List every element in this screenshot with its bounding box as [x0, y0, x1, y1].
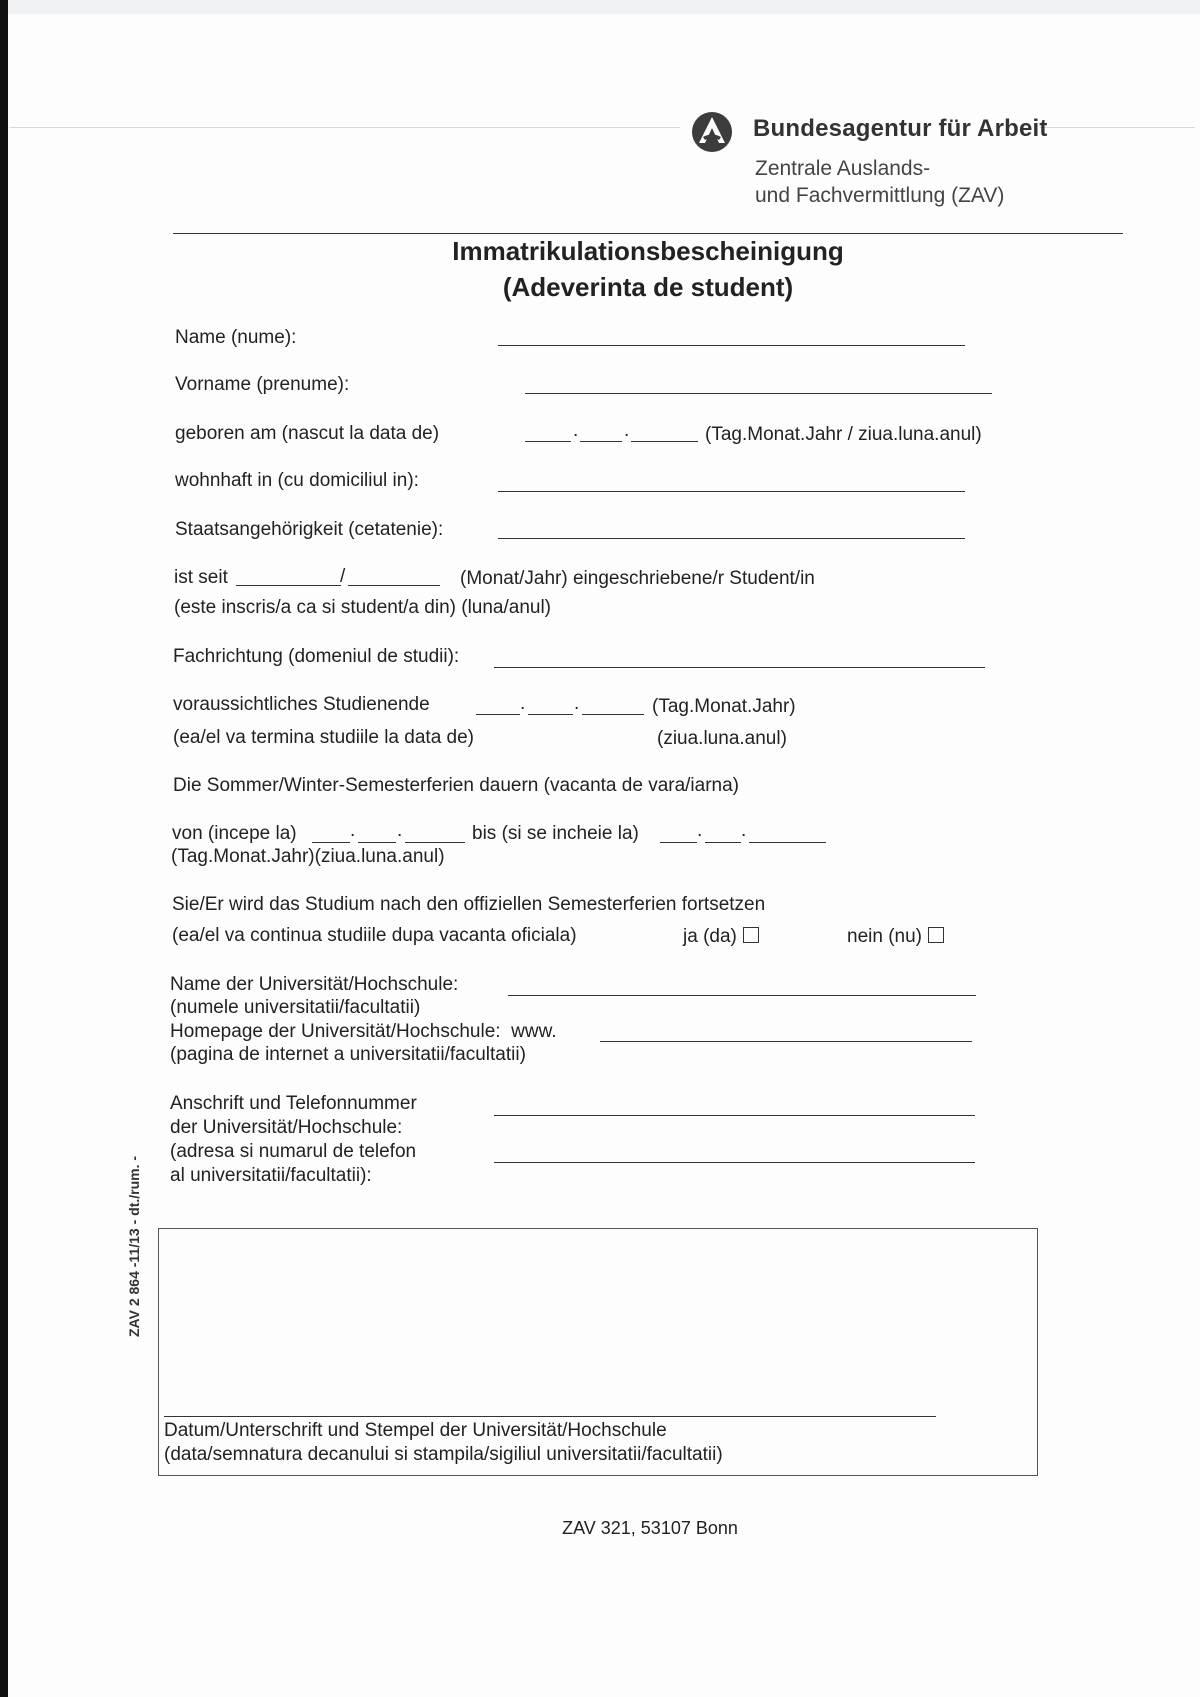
study-end-day-field[interactable] — [476, 714, 520, 715]
homepage-label-text: Homepage der Universität/Hochschule: — [170, 1021, 501, 1042]
homepage-prefix: www. — [511, 1021, 557, 1042]
address-field-1[interactable] — [494, 1115, 975, 1116]
holiday-to-month-field[interactable] — [705, 842, 741, 843]
birthdate-format: (Tag.Monat.Jahr / ziua.luna.anul) — [705, 424, 982, 445]
field-of-study-label: Fachrichtung (domeniul de studii): — [173, 646, 460, 667]
homepage-field[interactable] — [600, 1041, 972, 1042]
date-dot: . — [697, 820, 703, 841]
birthdate-label: geboren am (nascut la data de) — [175, 423, 440, 444]
holiday-from-label: von (incepe la) — [172, 823, 297, 844]
enrolled-since-ro: (este inscris/a ca si student/a din) (luna/anul) — [174, 597, 552, 618]
residence-field[interactable] — [498, 491, 965, 492]
holiday-to-year-field[interactable] — [749, 842, 826, 843]
holiday-to-label: bis (si se incheie la) — [472, 823, 639, 844]
holiday-from-year-field[interactable] — [405, 842, 465, 843]
study-end-label: voraussichtliches Studienende — [173, 694, 430, 715]
agency-logo-icon — [690, 110, 734, 154]
holiday-from-day-field[interactable] — [312, 842, 350, 843]
yes-checkbox[interactable] — [743, 927, 759, 943]
study-end-month-field[interactable] — [528, 714, 573, 715]
org-subtitle-2: und Fachvermittlung (ZAV) — [755, 184, 1005, 207]
header-faint-rule — [10, 127, 680, 128]
enrolled-since-label: ist seit — [174, 567, 228, 588]
continue-label: Sie/Er wird das Studium nach den offiziellen Semesterferien fortsetzen — [172, 894, 766, 915]
date-dot: . — [574, 693, 580, 714]
study-end-format-ro: (ziua.luna.anul) — [657, 728, 787, 749]
residence-label: wohnhaft in (cu domiciliul in): — [175, 470, 419, 491]
footer-address: ZAV 321, 53107 Bonn — [562, 1518, 738, 1538]
vorname-field[interactable] — [525, 393, 992, 394]
signature-line[interactable] — [164, 1416, 936, 1417]
org-name: Bundesagentur für Arbeit — [753, 115, 1048, 142]
enrolled-slash: / — [340, 566, 346, 587]
date-dot: . — [741, 820, 747, 841]
homepage-label — [170, 1021, 557, 1043]
study-end-format: (Tag.Monat.Jahr) — [652, 696, 796, 717]
org-subtitle-1: Zentrale Auslands- — [755, 157, 931, 180]
holidays-label: Die Sommer/Winter-Semesterferien dauern (vacanta de vara/iarna) — [173, 775, 740, 796]
no-option[interactable] — [847, 926, 944, 948]
vorname-label: Vorname (prenume): — [175, 374, 350, 395]
holiday-to-day-field[interactable] — [660, 842, 697, 843]
no-checkbox[interactable] — [928, 927, 944, 943]
homepage-ro: (pagina de internet a universitatii/facultatii) — [170, 1044, 526, 1065]
enrolled-month-field[interactable] — [236, 585, 341, 586]
address-label-3: (adresa si numarul de telefon — [170, 1141, 417, 1162]
nationality-field[interactable] — [498, 538, 965, 539]
study-end-ro: (ea/el va termina studiile la data de) — [173, 727, 474, 748]
address-label-2: der Universität/Hochschule: — [170, 1117, 403, 1138]
yes-label: ja (da) — [683, 926, 737, 947]
header-faint-rule-right — [1040, 127, 1195, 128]
birthdate-year-field[interactable] — [631, 441, 698, 442]
title-rule — [173, 233, 1123, 234]
university-name-ro: (numele universitatii/facultatii) — [170, 997, 421, 1018]
scan-top-strip — [8, 0, 1200, 14]
name-label: Name (nume): — [175, 327, 297, 348]
birthdate-month-field[interactable] — [580, 441, 622, 442]
signature-label: Datum/Unterschrift und Stempel der Universität/Hochschule — [164, 1420, 667, 1441]
no-label: nein (nu) — [847, 926, 922, 947]
field-of-study-field[interactable] — [494, 667, 985, 668]
holiday-date-format: (Tag.Monat.Jahr)(ziua.luna.anul) — [171, 846, 445, 867]
university-name-label: Name der Universität/Hochschule: — [170, 974, 459, 995]
date-dot: . — [520, 693, 526, 714]
holiday-from-month-field[interactable] — [358, 842, 396, 843]
date-dot: . — [350, 820, 356, 841]
date-dot: . — [573, 420, 579, 441]
signature-label-ro: (data/semnatura decanului si stampila/sigiliul universitatii/facultatii) — [164, 1444, 723, 1465]
page-subtitle: (Adeverinta de student) — [502, 272, 794, 302]
university-name-field[interactable] — [508, 995, 976, 996]
page-title: Immatrikulationsbescheinigung — [452, 236, 844, 266]
address-label-4: al universitatii/facultatii): — [170, 1165, 372, 1186]
yes-option[interactable] — [683, 926, 759, 948]
address-label-1: Anschrift und Telefonnummer — [170, 1093, 417, 1114]
study-end-year-field[interactable] — [582, 714, 644, 715]
date-dot: . — [397, 820, 403, 841]
continue-ro: (ea/el va continua studiile dupa vacanta oficiala) — [172, 925, 577, 946]
date-dot: . — [624, 420, 630, 441]
birthdate-day-field[interactable] — [525, 441, 571, 442]
enrolled-since-suffix: (Monat/Jahr) eingeschriebene/r Student/in — [460, 568, 815, 589]
enrolled-year-field[interactable] — [348, 585, 440, 586]
address-field-2[interactable] — [494, 1162, 975, 1163]
form-code: ZAV 2 864 -11/13 - dt./rum. - — [126, 1155, 142, 1337]
name-field[interactable] — [498, 345, 965, 346]
nationality-label: Staatsangehörigkeit (cetatenie): — [175, 519, 444, 540]
